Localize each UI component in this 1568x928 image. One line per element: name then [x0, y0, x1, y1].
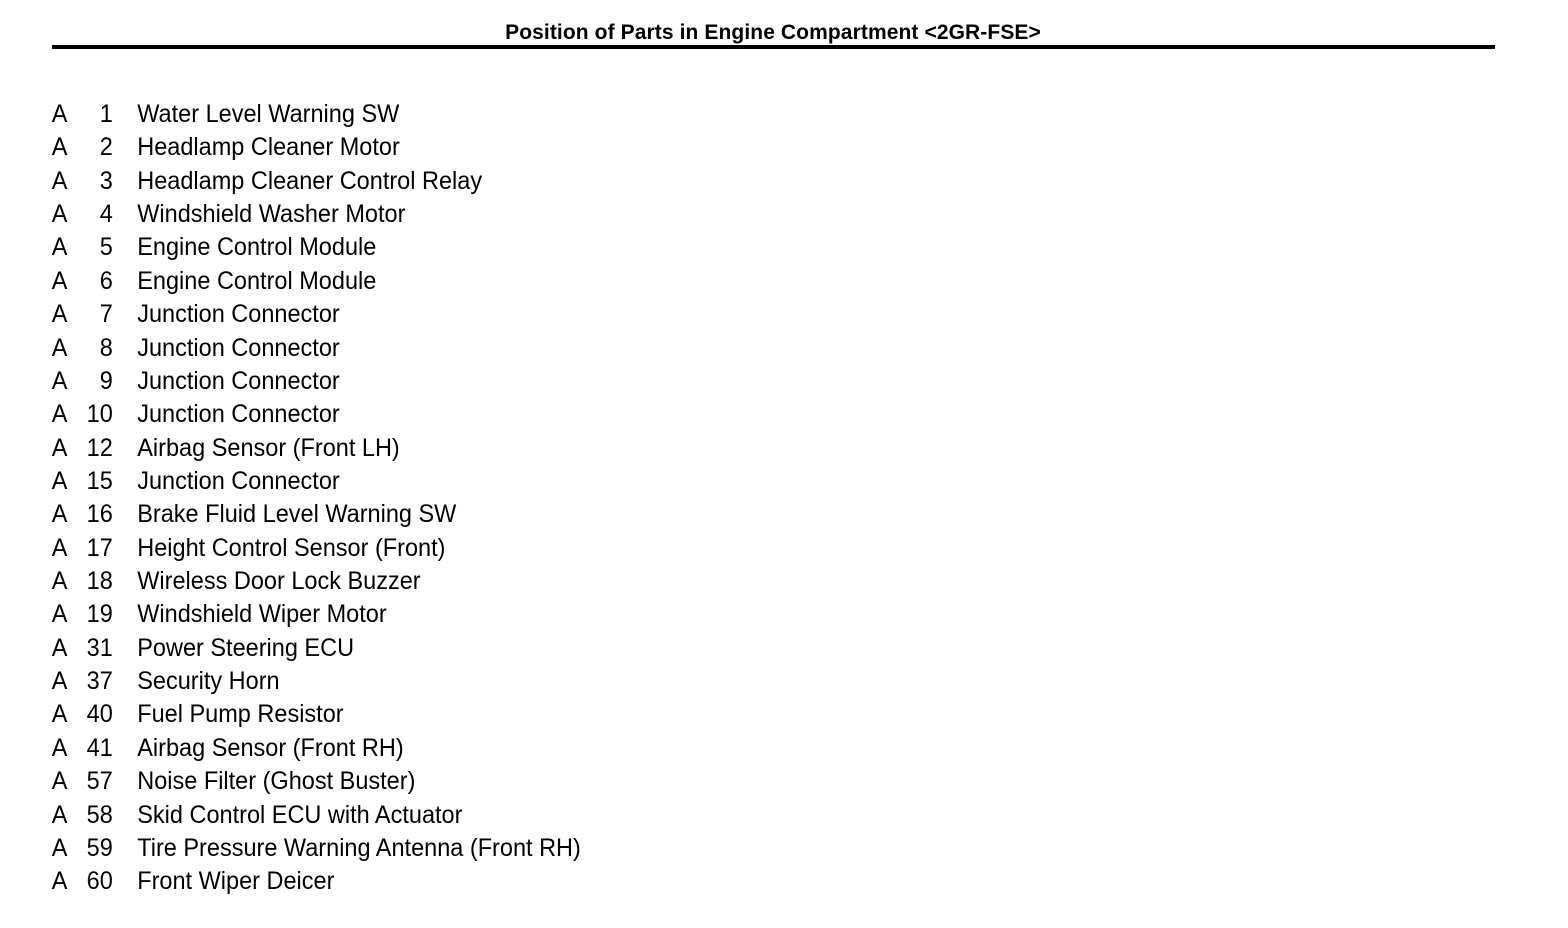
part-code: A [51, 700, 68, 729]
part-name: Windshield Wiper Motor [137, 600, 387, 629]
part-name: Airbag Sensor (Front RH) [137, 733, 404, 762]
part-code: A [51, 733, 68, 762]
part-number: 10 [86, 400, 113, 429]
part-number: 40 [86, 700, 113, 729]
part-name: Power Steering ECU [137, 633, 355, 662]
part-name: Skid Control ECU with Actuator [137, 800, 463, 829]
part-code: A [51, 400, 68, 429]
part-row [0, 665, 752, 698]
part-number: 19 [86, 600, 113, 629]
part-number: 58 [86, 800, 113, 829]
part-row [0, 565, 752, 598]
part-code: A [51, 300, 68, 329]
part-name: Engine Control Module [137, 233, 377, 262]
part-code: A [51, 166, 68, 195]
part-name: Junction Connector [137, 333, 340, 362]
part-row [0, 598, 752, 631]
part-name: Brake Fluid Level Warning SW [137, 500, 457, 529]
part-row [0, 465, 752, 498]
part-number: 57 [86, 767, 113, 796]
part-code: A [51, 100, 68, 128]
part-number: 16 [86, 500, 113, 529]
part-name: Junction Connector [137, 300, 340, 329]
part-name: Junction Connector [137, 400, 340, 429]
part-row [0, 265, 752, 298]
part-number: 6 [99, 266, 113, 295]
part-row [0, 131, 752, 164]
parts-list [0, 98, 800, 899]
part-name: Engine Control Module [137, 266, 377, 295]
part-code: A [51, 500, 68, 529]
part-code: A [51, 433, 68, 462]
part-row [0, 98, 752, 131]
part-code: A [51, 567, 68, 596]
part-name: Fuel Pump Resistor [137, 700, 344, 729]
part-name: Wireless Door Lock Buzzer [137, 567, 421, 596]
part-row [0, 732, 752, 765]
part-number: 17 [86, 533, 113, 562]
part-row [0, 165, 752, 198]
part-code: A [51, 266, 68, 295]
part-row [0, 198, 752, 231]
part-code: A [51, 600, 68, 629]
part-number: 8 [99, 333, 113, 362]
part-code: A [51, 200, 68, 229]
part-number: 37 [86, 667, 113, 696]
part-code: A [51, 533, 68, 562]
part-row [0, 231, 752, 264]
part-number: 31 [86, 633, 113, 662]
part-number: 12 [86, 433, 113, 462]
part-code: A [51, 133, 68, 162]
title-underline [52, 45, 1495, 49]
part-number: 4 [99, 200, 113, 229]
part-name: Junction Connector [137, 466, 340, 495]
part-number: 7 [99, 300, 113, 329]
part-name: Tire Pressure Warning Antenna (Front RH) [137, 833, 581, 862]
part-row [0, 865, 752, 898]
part-name: Windshield Washer Motor [137, 200, 406, 229]
part-name: Airbag Sensor (Front LH) [137, 433, 400, 462]
part-code: A [51, 833, 68, 862]
part-number: 15 [86, 466, 113, 495]
part-code: A [51, 633, 68, 662]
part-row [0, 432, 752, 465]
part-number: 2 [99, 133, 113, 162]
part-code: A [51, 667, 68, 696]
part-code: A [51, 466, 68, 495]
part-row [0, 365, 752, 398]
part-code: A [51, 366, 68, 395]
part-row [0, 532, 752, 565]
part-row [0, 398, 752, 431]
part-row [0, 298, 752, 331]
page-title: Position of Parts in Engine Compartment <2GR-FSE> [505, 21, 1041, 44]
part-number: 59 [86, 833, 113, 862]
part-name: Headlamp Cleaner Motor [137, 133, 400, 162]
part-row [0, 765, 752, 798]
part-row [0, 799, 752, 832]
part-row [0, 698, 752, 731]
part-number: 1 [99, 100, 113, 128]
part-row [0, 632, 752, 665]
part-number: 60 [86, 867, 113, 896]
part-row [0, 832, 752, 865]
part-name: Security Horn [137, 667, 280, 696]
part-number: 3 [99, 166, 113, 195]
part-code: A [51, 233, 68, 262]
part-code: A [51, 867, 68, 896]
part-row [0, 332, 752, 365]
part-row [0, 498, 752, 531]
part-code: A [51, 800, 68, 829]
part-name: Junction Connector [137, 366, 340, 395]
part-number: 18 [86, 567, 113, 596]
part-code: A [51, 333, 68, 362]
part-name: Front Wiper Deicer [137, 867, 335, 896]
part-number: 5 [99, 233, 113, 262]
part-number: 9 [99, 366, 113, 395]
part-number: 41 [86, 733, 113, 762]
part-name: Headlamp Cleaner Control Relay [137, 166, 483, 195]
part-code: A [51, 767, 68, 796]
part-name: Height Control Sensor (Front) [137, 533, 446, 562]
part-name: Noise Filter (Ghost Buster) [137, 767, 416, 796]
part-name: Water Level Warning SW [137, 100, 400, 128]
